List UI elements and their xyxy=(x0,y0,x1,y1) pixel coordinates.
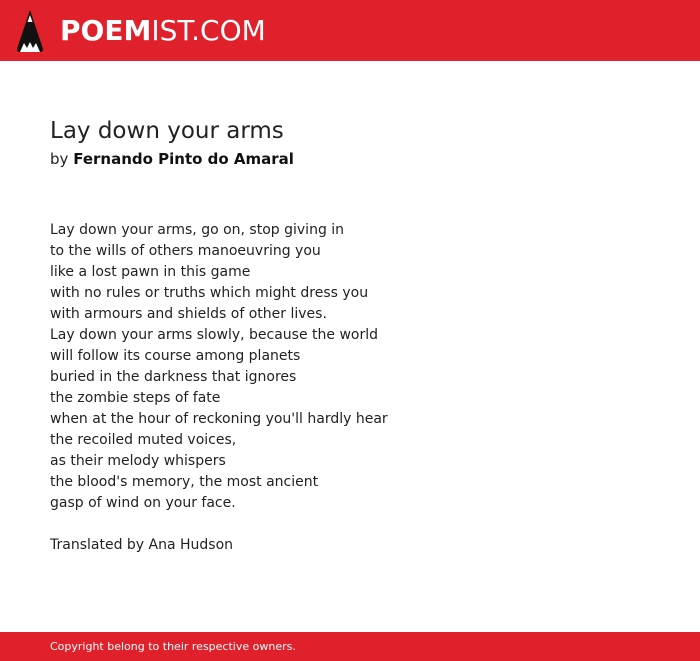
translator-credit: Translated by Ana Hudson xyxy=(50,537,234,553)
poem-line: to the wills of others manoeuvring you xyxy=(50,243,321,259)
poem-line: as their melody whispers xyxy=(50,453,226,469)
logo-text-bold: POEM xyxy=(60,13,152,47)
poem-line: Lay down your arms, go on, stop giving in xyxy=(50,222,345,238)
poem-line: the recoiled muted voices, xyxy=(50,432,237,448)
poem-line: like a lost pawn in this game xyxy=(50,264,251,280)
poem-title: Lay down your arms xyxy=(50,118,284,144)
poem-line: will follow its course among planets xyxy=(50,348,301,364)
site-logo-link[interactable] xyxy=(16,8,266,53)
poem-line: when at the hour of reckoning you'll hardly hear xyxy=(50,411,388,427)
poem-line: with armours and shields of other lives. xyxy=(50,306,327,322)
poem-line: with no rules or truths which might dress you xyxy=(50,285,369,301)
logo-text-light: IST.COM xyxy=(151,13,266,47)
poem-line: buried in the darkness that ignores xyxy=(50,369,297,385)
poem-line: Lay down your arms slowly, because the world xyxy=(50,327,378,343)
poem-content xyxy=(50,114,650,556)
pencil-icon xyxy=(16,9,44,53)
by-label: by xyxy=(50,150,69,168)
poem-line: gasp of wind on your face. xyxy=(50,495,236,511)
site-header xyxy=(0,0,700,61)
site-logo-text xyxy=(60,13,266,47)
poem-byline xyxy=(50,148,650,170)
poem-line: the zombie steps of fate xyxy=(50,390,221,406)
copyright-text: Copyright belong to their respective owners. xyxy=(50,640,296,653)
site-footer xyxy=(0,632,700,661)
poem-body xyxy=(50,220,650,514)
poem-line: the blood's memory, the most ancient xyxy=(50,474,319,490)
author-link[interactable]: Fernando Pinto do Amaral xyxy=(73,150,294,168)
